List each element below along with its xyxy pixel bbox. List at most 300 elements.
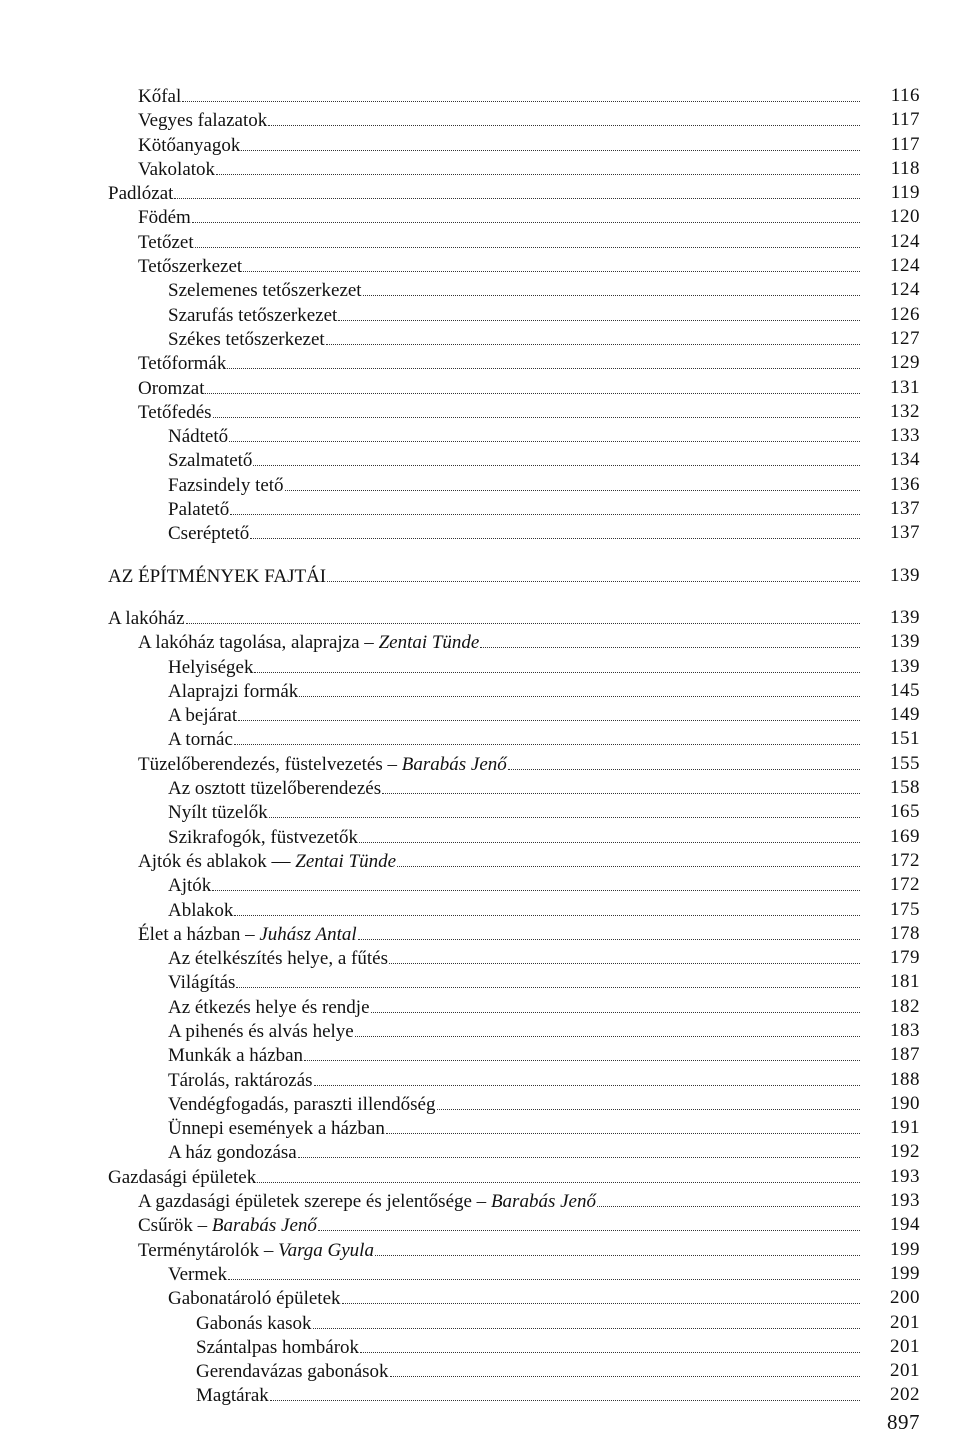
toc-dot-leader [382, 776, 860, 794]
toc-entry[interactable] [0, 946, 960, 970]
toc-entry[interactable] [0, 327, 960, 351]
toc-entry[interactable] [0, 800, 960, 824]
toc-dot-leader [313, 1311, 860, 1329]
toc-dot-leader [363, 278, 860, 296]
toc-entry-title [108, 182, 174, 206]
toc-entry-title [138, 1239, 375, 1263]
toc-entry-title [168, 498, 230, 522]
toc-entry-page-number: 151 [890, 728, 920, 750]
toc-entry-title [138, 352, 227, 376]
toc-entry-title [168, 826, 359, 850]
toc-entry-leader-line [168, 473, 860, 497]
toc-dot-leader [359, 825, 860, 843]
toc-entry-leader-line [168, 448, 860, 472]
toc-entry-title [168, 947, 389, 971]
toc-entry[interactable] [0, 1019, 960, 1043]
toc-entry-title-text: Födém [138, 207, 191, 229]
toc-entry-page-number: 202 [890, 1384, 920, 1406]
toc-dot-leader [230, 497, 860, 515]
toc-entry-title-text: Élet a házban – [138, 923, 260, 945]
toc-dot-leader [216, 157, 860, 175]
toc-entry-page-number: 165 [890, 801, 920, 823]
toc-entry-title-text: A ház gondozása [168, 1142, 297, 1164]
toc-entry-title [168, 704, 238, 728]
toc-dot-leader [304, 1043, 860, 1061]
toc-entry[interactable] [0, 898, 960, 922]
toc-entry-title-text: A bejárat [168, 705, 238, 727]
toc-entry-title [138, 1190, 597, 1214]
toc-entry-page-number: 201 [890, 1360, 920, 1382]
toc-entry[interactable] [0, 679, 960, 703]
toc-dot-leader [228, 1262, 860, 1280]
toc-entry[interactable] [0, 278, 960, 302]
toc-entry-page-number: 190 [890, 1092, 920, 1114]
toc-entry-title-text: Kötőanyagok [138, 134, 241, 156]
toc-entry-title [168, 1287, 342, 1311]
toc-entry-title-text: Ünnepi események a házban [168, 1118, 385, 1140]
toc-entry-title [138, 255, 243, 279]
toc-entry-title-text: Vegyes falazatok [138, 110, 268, 132]
toc-entry-title-text: Fazsindely tető [168, 474, 284, 496]
toc-entry-title [168, 522, 250, 546]
toc-entry-title-text: Gabonás kasok [196, 1312, 312, 1334]
toc-entry-leader-line [138, 922, 860, 946]
toc-entry-title [168, 656, 254, 680]
toc-entry[interactable] [0, 1213, 960, 1237]
toc-entry-author: Zentai Tünde [295, 850, 397, 872]
toc-dot-leader [269, 800, 860, 818]
toc-entry-page-number: 172 [890, 874, 920, 896]
toc-dot-leader [182, 84, 860, 102]
toc-entry-page-number: 119 [890, 182, 920, 204]
toc-entry[interactable] [0, 1238, 960, 1262]
toc-entry-leader-line [168, 825, 860, 849]
toc-entry-title-text: Oromzat [138, 377, 205, 399]
toc-entry-page-number: 193 [890, 1190, 920, 1212]
toc-entry-page-number: 199 [890, 1238, 920, 1260]
toc-dot-leader [360, 1335, 860, 1353]
toc-entry-title [138, 923, 358, 947]
toc-entry[interactable] [0, 108, 960, 132]
toc-dot-leader [326, 327, 860, 345]
toc-dot-leader [318, 1213, 860, 1231]
toc-entry[interactable] [0, 254, 960, 278]
toc-dot-leader [213, 400, 860, 418]
toc-entry-title-text: Vendégfogadás, paraszti illendőség [168, 1093, 436, 1115]
toc-entry-title [168, 801, 269, 825]
toc-entry-title-text: Gabonatároló épületek [168, 1288, 341, 1310]
toc-entry-title [168, 996, 371, 1020]
toc-entry-page-number: 145 [890, 679, 920, 701]
toc-entry-leader-line [168, 1092, 860, 1116]
toc-entry-leader-line [138, 205, 860, 229]
toc-entry-author: Barabás Jenő [490, 1191, 596, 1213]
toc-entry-title-text: Gazdasági épületek [108, 1166, 257, 1188]
toc-entry-title [138, 850, 397, 874]
toc-entry-leader-line [138, 351, 860, 375]
toc-dot-leader [338, 303, 860, 321]
toc-entry-leader-line [138, 84, 860, 108]
toc-dot-leader [371, 995, 860, 1013]
toc-entry-leader-line [168, 327, 860, 351]
toc-entry-author: Juhász Antal [259, 923, 357, 945]
toc-entry-title [138, 401, 213, 425]
toc-entry-leader-line [196, 1311, 860, 1335]
toc-dot-leader [314, 1068, 860, 1086]
toc-entry-leader-line [168, 1019, 860, 1043]
toc-entry-title-text: A lakóház [108, 607, 185, 629]
toc-dot-leader [508, 752, 860, 770]
toc-entry-title-text: Munkák a házban [168, 1045, 304, 1067]
toc-entry-leader-line [168, 1286, 860, 1310]
toc-entry-title-text: Csűrök – [138, 1215, 212, 1237]
toc-entry[interactable] [0, 995, 960, 1019]
toc-entry[interactable] [0, 922, 960, 946]
toc-dot-leader [285, 473, 860, 491]
toc-entry-leader-line [138, 1189, 860, 1213]
toc-entry[interactable] [0, 157, 960, 181]
toc-entry-page-number: 181 [890, 971, 920, 993]
toc-dot-leader [229, 424, 860, 442]
toc-entry-title [168, 1093, 437, 1117]
toc-entry[interactable] [0, 205, 960, 229]
toc-entry-title-text: Vakolatok [138, 158, 216, 180]
toc-entry-title-text: Tüzelőberendezés, füstelvezetés – [138, 753, 402, 775]
toc-entry-page-number: 199 [890, 1262, 920, 1284]
toc-dot-leader [437, 1092, 861, 1110]
toc-entry-title [138, 109, 268, 133]
toc-entry-leader-line [196, 1359, 860, 1383]
toc-entry[interactable] [0, 84, 960, 108]
toc-dot-leader [236, 970, 860, 988]
toc-entry-leader-line [168, 1140, 860, 1164]
toc-entry-title-text: Világítás [168, 972, 236, 994]
section-spacer [0, 546, 960, 564]
toc-entry-page-number: 155 [890, 752, 920, 774]
toc-dot-leader [355, 1019, 860, 1037]
toc-entry-title-text: A gazdasági épületek szerepe és jelentősége – [138, 1191, 491, 1213]
toc-entry-title-text: Az étkezés helye és rendje [168, 996, 370, 1018]
toc-entry-page-number: 139 [890, 631, 920, 653]
toc-entry-title-text: Szántalpas hombárok [196, 1336, 360, 1358]
toc-entry-title [138, 753, 508, 777]
toc-entry[interactable] [0, 1043, 960, 1067]
toc-entry[interactable] [0, 376, 960, 400]
toc-dot-leader [243, 254, 860, 272]
toc-entry[interactable] [0, 655, 960, 679]
toc-entry[interactable] [0, 564, 960, 588]
toc-entry-title-text: Székes tetőszerkezet [168, 328, 325, 350]
toc-entry-leader-line [138, 108, 860, 132]
toc-entry-leader-line [138, 1213, 860, 1237]
toc-entry-leader-line [196, 1383, 860, 1407]
toc-entry[interactable] [0, 1359, 960, 1383]
toc-entry-author: Varga Gyula [278, 1239, 374, 1261]
toc-dot-leader [241, 133, 860, 151]
toc-entry-title [108, 565, 327, 589]
toc-entry-title-text: Tetőformák [138, 353, 227, 375]
toc-entry[interactable] [0, 970, 960, 994]
toc-dot-leader [205, 376, 860, 394]
toc-entry-page-number: 192 [890, 1141, 920, 1163]
toc-entry-page-number: 136 [890, 473, 920, 495]
toc-entry[interactable] [0, 1116, 960, 1140]
toc-entry-leader-line [168, 679, 860, 703]
toc-dot-leader [250, 521, 860, 539]
toc-entry-leader-line [168, 727, 860, 751]
toc-dot-leader [389, 946, 860, 964]
toc-entry-leader-line [108, 181, 860, 205]
toc-entry-title [168, 304, 338, 328]
toc-entry[interactable] [0, 1335, 960, 1359]
toc-entry-title-text: Szelemenes tetőszerkezet [168, 280, 362, 302]
toc-entry[interactable] [0, 849, 960, 873]
toc-entry-title [168, 474, 285, 498]
toc-entry-title-text: Szarufás tetőszerkezet [168, 304, 338, 326]
toc-entry-title-text: Alaprajzi formák [168, 680, 299, 702]
toc-entry[interactable] [0, 752, 960, 776]
toc-entry-leader-line [138, 157, 860, 181]
toc-entry-title [168, 1117, 386, 1141]
toc-entry-title [138, 85, 182, 109]
toc-entry-leader-line [168, 424, 860, 448]
toc-entry-title [138, 1214, 318, 1238]
toc-entry-page-number: 175 [890, 898, 920, 920]
toc-entry-title-text: Magtárak [196, 1385, 269, 1407]
toc-entry-title-text: AZ ÉPÍTMÉNYEK FAJTÁI [108, 565, 327, 587]
toc-entry-title-text: Tetőszerkezet [138, 256, 243, 278]
toc-dot-leader [386, 1116, 860, 1134]
toc-entry-page-number: 200 [890, 1287, 920, 1309]
toc-entry[interactable] [0, 606, 960, 630]
toc-dot-leader [253, 448, 860, 466]
toc-entry-leader-line [108, 564, 860, 588]
toc-dot-leader [234, 727, 860, 745]
toc-entry-title-text: Tárolás, raktározás [168, 1069, 313, 1091]
toc-entry-page-number: 124 [890, 279, 920, 301]
toc-entry-title-text: Tetőfedés [138, 401, 212, 423]
toc-entry[interactable] [0, 473, 960, 497]
toc-entry-title [168, 425, 229, 449]
toc-entry-title-text: Palatető [168, 499, 230, 521]
toc-entry[interactable] [0, 873, 960, 897]
toc-entry-leader-line [168, 278, 860, 302]
toc-entry-page-number: 178 [890, 922, 920, 944]
toc-entry[interactable] [0, 1140, 960, 1164]
page-number: 897 [887, 1410, 920, 1434]
toc-entry-title [168, 1141, 298, 1165]
toc-entry-title [168, 777, 382, 801]
toc-entry-leader-line [168, 970, 860, 994]
toc-entry-leader-line [168, 1262, 860, 1286]
toc-entry-page-number: 179 [890, 947, 920, 969]
toc-entry-leader-line [108, 1165, 860, 1189]
toc-dot-leader [195, 230, 860, 248]
toc-dot-leader [342, 1286, 860, 1304]
toc-entry[interactable] [0, 303, 960, 327]
toc-entry-page-number: 193 [890, 1165, 920, 1187]
toc-dot-leader [390, 1359, 860, 1377]
toc-entry-page-number: 126 [890, 303, 920, 325]
toc-dot-leader [254, 655, 860, 673]
toc-entry-title [168, 1044, 304, 1068]
toc-entry[interactable] [0, 1068, 960, 1092]
toc-entry[interactable] [0, 727, 960, 751]
toc-entry-author: Zentai Tünde [378, 632, 480, 654]
toc-entry-page-number: 129 [890, 352, 920, 374]
toc-entry-page-number: 158 [890, 777, 920, 799]
toc-dot-leader [375, 1238, 860, 1256]
toc-entry[interactable] [0, 825, 960, 849]
toc-entry[interactable] [0, 1189, 960, 1213]
toc-entry-title-text: Szikrafogók, füstvezetők [168, 826, 358, 848]
toc-entry-page-number: 201 [890, 1335, 920, 1357]
toc-entry-leader-line [138, 133, 860, 157]
toc-entry-title-text: Padlózat [108, 183, 174, 205]
toc-entry[interactable] [0, 776, 960, 800]
toc-entry[interactable] [0, 133, 960, 157]
toc-dot-leader [257, 1165, 860, 1183]
toc-entry-title-text: Cseréptető [168, 523, 250, 545]
toc-entry-title [168, 899, 234, 923]
toc-entry-page-number: 139 [890, 564, 920, 586]
toc-entry-title [168, 1069, 314, 1093]
toc-entry-title-text: A pihenés és alvás helye [168, 1020, 354, 1042]
toc-entry-leader-line [138, 254, 860, 278]
toc-entry-title [196, 1312, 313, 1336]
toc-entry-leader-line [108, 606, 860, 630]
toc-entry-title [138, 631, 480, 655]
toc-dot-leader [238, 703, 860, 721]
toc-entry-title-text: Az ételkészítés helye, a fűtés [168, 948, 388, 970]
toc-entry-page-number: 137 [890, 498, 920, 520]
toc-entry-title-text: Ajtók és ablakok — [138, 850, 296, 872]
toc-entry-page-number: 116 [890, 85, 920, 106]
toc-entry-leader-line [168, 521, 860, 545]
toc-entry[interactable] [0, 400, 960, 424]
toc-entry-leader-line [168, 995, 860, 1019]
toc-entry-title [196, 1384, 270, 1408]
toc-entry-leader-line [138, 230, 860, 254]
toc-entry-title [168, 328, 326, 352]
toc-entry-leader-line [138, 376, 860, 400]
toc-entry-title-text: Terménytárolók – [138, 1239, 279, 1261]
toc-entry-title [168, 874, 212, 898]
toc-entry[interactable] [0, 448, 960, 472]
toc-entry-leader-line [138, 752, 860, 776]
toc-entry[interactable] [0, 424, 960, 448]
toc-entry-leader-line [168, 1116, 860, 1140]
toc-entry-leader-line [138, 630, 860, 654]
toc-entry-title [138, 158, 216, 182]
toc-entry-title-text: Az osztott tüzelőberendezés [168, 778, 382, 800]
toc-entry-leader-line [168, 655, 860, 679]
toc-dot-leader [212, 873, 860, 891]
toc-entry-page-number: 132 [890, 400, 920, 422]
toc-entry-page-number: 118 [890, 157, 920, 179]
toc-dot-leader [298, 1140, 860, 1158]
toc-entry-leader-line [168, 1043, 860, 1067]
toc-entry-leader-line [168, 800, 860, 824]
toc-entry-title-text: Ajtók [168, 875, 212, 897]
toc-entry[interactable] [0, 497, 960, 521]
toc-entry-title [168, 1020, 355, 1044]
toc-entry-leader-line [168, 303, 860, 327]
toc-dot-leader [397, 849, 860, 867]
toc-dot-leader [270, 1383, 860, 1401]
toc-entry-page-number: 201 [890, 1311, 920, 1333]
toc-entry-title [168, 449, 253, 473]
toc-dot-leader [268, 108, 860, 126]
toc-entry-page-number: 124 [890, 255, 920, 277]
toc-entry-title-text: Ablakok [168, 899, 234, 921]
toc-entry-page-number: 169 [890, 825, 920, 847]
toc-entry-title-text: Nyílt tüzelők [168, 802, 268, 824]
toc-entry[interactable] [0, 351, 960, 375]
toc-entry-title-text: Vermek [168, 1263, 228, 1285]
toc-entry-title [168, 728, 234, 752]
toc-entry-page-number: 137 [890, 522, 920, 544]
toc-entry[interactable] [0, 181, 960, 205]
toc-entry[interactable] [0, 703, 960, 727]
toc-entry[interactable] [0, 630, 960, 654]
toc-entry-title-text: A lakóház tagolása, alaprajza – [138, 632, 379, 654]
toc-entry-page-number: 139 [890, 655, 920, 677]
toc-entry-title [138, 231, 195, 255]
toc-entry[interactable] [0, 1383, 960, 1407]
toc-entry-title [168, 971, 236, 995]
toc-dot-leader [192, 205, 860, 223]
toc-entry-page-number: 131 [890, 376, 920, 398]
toc-entry-page-number: 188 [890, 1068, 920, 1090]
toc-entry-leader-line [168, 1068, 860, 1092]
toc-dot-leader [327, 564, 860, 582]
toc-entry-page-number: 172 [890, 849, 920, 871]
toc-entry-page-number: 124 [890, 230, 920, 252]
toc-entry-title [196, 1360, 390, 1384]
toc-entry[interactable] [0, 521, 960, 545]
toc-entry[interactable] [0, 1286, 960, 1310]
toc-entry-page-number: 182 [890, 995, 920, 1017]
toc-entry-leader-line [168, 946, 860, 970]
toc-entry-title-text: Tetőzet [138, 231, 194, 253]
toc-entry-leader-line [138, 400, 860, 424]
toc-entry-page-number: 149 [890, 704, 920, 726]
toc-entry[interactable] [0, 1165, 960, 1189]
toc-entry-title [168, 1263, 228, 1287]
toc-entry-author: Barabás Jenő [401, 753, 507, 775]
toc-entry-title [168, 279, 363, 303]
toc-entry[interactable] [0, 230, 960, 254]
toc-entry[interactable] [0, 1092, 960, 1116]
toc-entry-title-text: Gerendavázas gabonások [196, 1361, 389, 1383]
toc-entry-title [108, 1166, 257, 1190]
toc-entry-title-text: Szalmatető [168, 450, 253, 472]
toc-entry-page-number: 120 [890, 206, 920, 228]
toc-entry-page-number: 117 [890, 109, 920, 131]
toc-entry-title-text: Helyiségek [168, 656, 254, 678]
toc-entry-leader-line [138, 849, 860, 873]
toc-entry-page-number: 134 [890, 449, 920, 471]
toc-entry-leader-line [168, 776, 860, 800]
toc-entry[interactable] [0, 1262, 960, 1286]
toc-entry-title [196, 1336, 360, 1360]
toc-dot-leader [480, 630, 860, 648]
toc-entry[interactable] [0, 1311, 960, 1335]
toc-dot-leader [186, 606, 860, 624]
toc-dot-leader [358, 922, 860, 940]
toc-entry-author: Barabás Jenő [211, 1215, 317, 1237]
